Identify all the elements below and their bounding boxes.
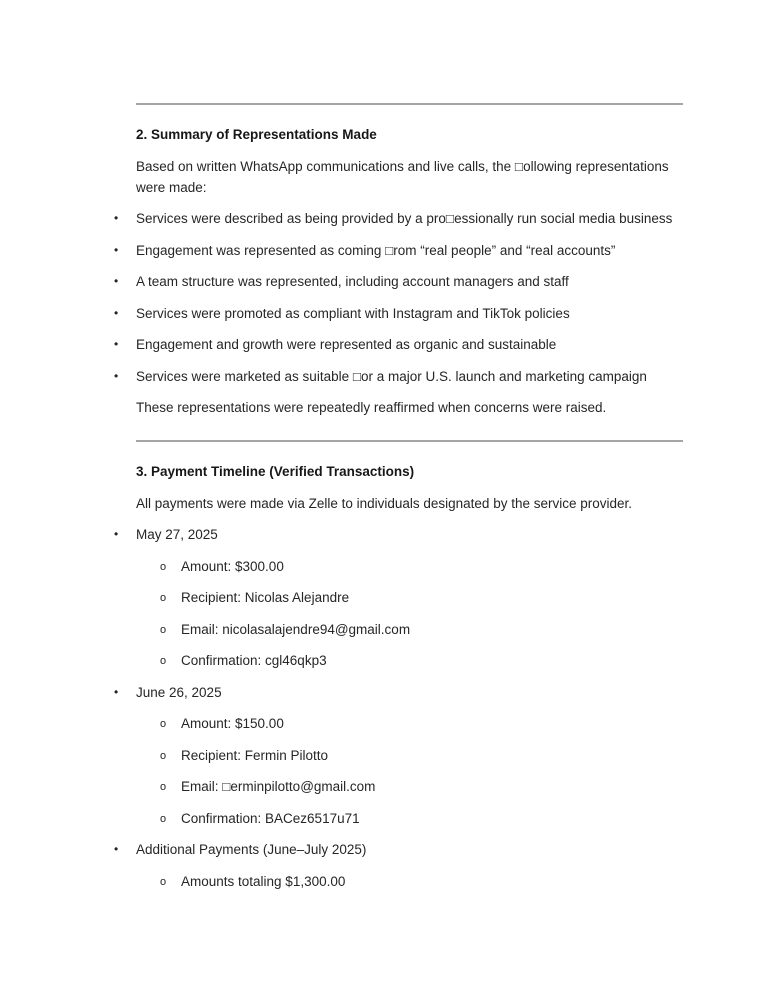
payment-detail-text: Email: □erminpilotto@gmail.com xyxy=(181,779,376,794)
section-2-heading: 2. Summary of Representations Made xyxy=(136,127,377,142)
payment-detail-item xyxy=(160,713,696,734)
representations-list xyxy=(114,208,696,387)
payment-detail-text: Email: nicolasalajendre94@gmail.com xyxy=(181,621,411,637)
payment-detail-item xyxy=(160,556,696,577)
circle-bullet-icon: o xyxy=(160,875,167,888)
payment-detail-item xyxy=(160,619,696,640)
payment-detail-item xyxy=(160,745,696,766)
section-3-intro: All payments were made via Zelle to individuals designated by the service provider. xyxy=(136,495,633,511)
payment-detail-text: Amounts totaling $1,300.00 xyxy=(181,873,346,889)
circle-bullet-icon: o xyxy=(160,749,167,762)
payment-detail-item xyxy=(160,871,696,892)
list-item xyxy=(114,208,696,229)
payments-list xyxy=(114,524,696,892)
list-item-text: Services were marketed as suitable □or a major U.S. launch and marketing campaign xyxy=(136,368,647,384)
list-item-text: A team structure was represented, including account managers and staff xyxy=(136,274,569,289)
section-divider-mid xyxy=(136,440,683,442)
list-item-text: Engagement was represented as coming □rom “real people” and “real accounts” xyxy=(136,242,616,258)
circle-bullet-icon: o xyxy=(160,655,167,667)
list-item xyxy=(114,366,696,387)
payment-date-item xyxy=(114,524,696,545)
document-content xyxy=(114,103,696,902)
list-item xyxy=(114,271,696,292)
payment-date: June 26, 2025 xyxy=(136,684,222,700)
list-item-text: Engagement and growth were represented as organic and sustainable xyxy=(136,337,557,352)
bullet-icon: • xyxy=(114,305,119,320)
bullet-icon: • xyxy=(114,211,119,225)
payment-detail-item xyxy=(160,776,696,797)
circle-bullet-icon: o xyxy=(160,812,167,825)
payment-date: Additional Payments (June–July 2025) xyxy=(136,842,367,857)
payment-detail-text: Confirmation: BACez6517u71 xyxy=(181,810,360,826)
payment-date-item xyxy=(114,682,696,703)
payment-detail-text: Confirmation: cgl46qkp3 xyxy=(181,653,327,668)
circle-bullet-icon: o xyxy=(160,623,167,636)
payment-detail-text: Amount: $150.00 xyxy=(181,716,284,731)
bullet-icon: • xyxy=(114,337,119,351)
section-3-heading: 3. Payment Timeline (Verified Transactions) xyxy=(136,464,415,479)
payment-detail-item xyxy=(160,587,696,608)
bullet-icon: • xyxy=(114,368,119,383)
payment-detail-text: Recipient: Fermin Pilotto xyxy=(181,747,329,763)
payment-date-item xyxy=(114,839,696,860)
list-item xyxy=(114,303,696,324)
list-item xyxy=(114,334,696,355)
circle-bullet-icon: o xyxy=(160,781,167,793)
circle-bullet-icon: o xyxy=(160,560,167,573)
bullet-icon: • xyxy=(114,684,119,699)
list-item-text: Services were promoted as compliant with Instagram and TikTok policies xyxy=(136,305,570,321)
bullet-icon: • xyxy=(114,274,119,288)
list-item-text: Services were described as being provided by a pro□essionally run social media business xyxy=(136,211,673,226)
bullet-icon: • xyxy=(114,242,119,257)
payment-detail-item xyxy=(160,650,696,671)
section-2-intro: Based on written WhatsApp communications and live calls, the □ollowing representations were made: xyxy=(136,158,669,195)
section-divider-top xyxy=(136,103,683,105)
list-item xyxy=(114,240,696,261)
payment-detail-item xyxy=(160,808,696,829)
payment-date: May 27, 2025 xyxy=(136,527,218,542)
section-2-closing: These representations were repeatedly reaffirmed when concerns were raised. xyxy=(136,400,607,415)
circle-bullet-icon: o xyxy=(160,718,167,730)
payment-detail-text: Recipient: Nicolas Alejandre xyxy=(181,590,350,605)
bullet-icon: • xyxy=(114,842,119,856)
payment-detail-text: Amount: $300.00 xyxy=(181,558,284,574)
circle-bullet-icon: o xyxy=(160,592,167,604)
bullet-icon: • xyxy=(114,527,119,541)
